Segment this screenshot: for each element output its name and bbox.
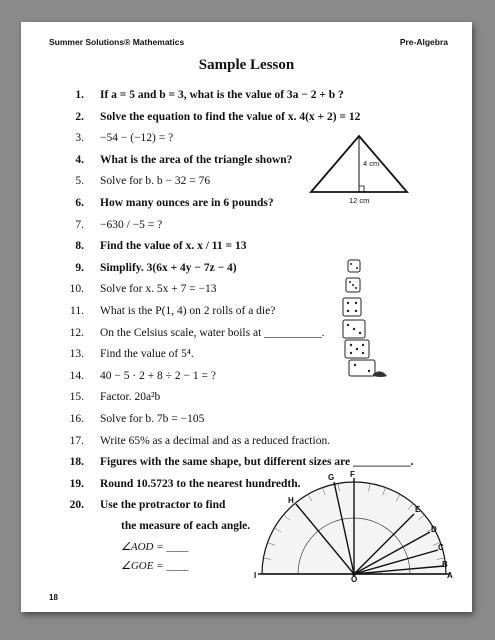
question-number: 8. (75, 240, 84, 253)
question-8 (21, 240, 472, 258)
question-number: 17. (69, 434, 84, 447)
question-text: Figures with the same shape, but different sizes are __________. (100, 456, 414, 469)
die-1 (348, 260, 360, 272)
question-11 (21, 305, 472, 323)
point-g-label: G (328, 473, 335, 482)
question-number: 10. (69, 283, 84, 296)
question-text: Simplify. 3(6x + 4y − 7z − 4) (100, 261, 237, 274)
question-13 (21, 348, 472, 366)
question-1 (21, 89, 472, 107)
question-number: 5. (75, 175, 84, 188)
question-text: If a = 5 and b = 3, what is the value of 3a − 2 + b ? (100, 89, 344, 101)
question-number: 3. (75, 132, 84, 145)
question-number: 4. (75, 153, 84, 166)
page-number: 18 (49, 593, 58, 602)
question-number: 11. (70, 305, 84, 317)
question-number: 7. (75, 218, 84, 231)
point-b-label: B (442, 560, 448, 569)
question-text: How many ounces are in 6 pounds? (100, 197, 274, 209)
question-7 (21, 219, 472, 237)
triangle-base-label: 12 cm (349, 196, 370, 205)
triangle-height-label: 4 cm (363, 159, 380, 168)
question-number: 15. (69, 391, 84, 404)
die-3 (343, 298, 361, 316)
question-text: What is the P(1, 4) on 2 rolls of a die? (100, 305, 276, 317)
header-book-title: Summer Solutions® Mathematics (49, 37, 185, 47)
dice-illustration (331, 254, 401, 386)
point-i-label: I (254, 571, 257, 580)
question-number: 14. (69, 369, 84, 382)
worksheet-page (21, 22, 472, 612)
question-17 (21, 435, 472, 453)
question-text: Factor. 20a²b (100, 391, 161, 404)
question-text: Find the value of 5⁴. (100, 348, 194, 361)
question-14 (21, 370, 472, 388)
question-number: 6. (75, 197, 84, 209)
question-number: 13. (69, 348, 84, 361)
question-number: 16. (69, 413, 84, 425)
question-number: 19. (69, 477, 84, 490)
question-text: Solve for b. b − 32 = 76 (100, 175, 211, 188)
question-number: 2. (75, 110, 84, 123)
point-d-label: D (431, 525, 437, 534)
question-9 (21, 262, 472, 280)
question-text: Solve the equation to find the value of x. 4(x + 2) = 12 (100, 110, 361, 123)
question-text: Find the value of x. x / 11 = 13 (100, 240, 247, 253)
question-number: 1. (75, 89, 84, 101)
question-number: 20. (69, 499, 84, 512)
question-12 (21, 327, 472, 345)
question-text: On the Celsius scale, water boils at __________. (100, 326, 325, 339)
header-subject: Pre-Algebra (399, 37, 448, 47)
point-a-label: A (447, 571, 453, 580)
point-c-label: C (438, 543, 444, 552)
question-text: Solve for b. 7b = −105 (100, 413, 205, 425)
angle-aod-prompt: ∠AOD = ____ (121, 541, 189, 553)
question-number: 9. (75, 261, 84, 274)
question-text: −54 − (−12) = ? (100, 132, 174, 145)
question-text: Round 10.5723 to the nearest hundredth. (100, 477, 301, 490)
point-h-label: H (288, 496, 294, 505)
question-text: Write 65% as a decimal and as a reduced fraction. (100, 434, 331, 447)
die-6 (349, 360, 375, 376)
question-text: −630 / −5 = ? (100, 218, 163, 231)
question-number: 18. (69, 456, 84, 469)
angle-goe-prompt: ∠GOE = ____ (121, 560, 189, 572)
question-15 (21, 391, 472, 409)
question-16 (21, 413, 472, 431)
question-text: Solve for x. 5x + 7 = −13 (100, 283, 217, 296)
point-e-label: E (415, 505, 421, 514)
triangle-figure (303, 130, 413, 210)
q20-line2: the measure of each angle. (121, 520, 251, 532)
question-number: 12. (69, 326, 84, 339)
protractor-figure (254, 470, 454, 582)
question-text: What is the area of the triangle shown? (100, 153, 293, 166)
question-2 (21, 111, 472, 129)
page-title: Sample Lesson (198, 57, 295, 73)
question-10 (21, 283, 472, 301)
question-text: 40 − 5 · 2 + 8 ÷ 2 − 1 = ? (100, 369, 216, 382)
point-o-label: O (351, 575, 358, 582)
point-f-label: F (350, 470, 355, 479)
question-text: Use the protractor to find (100, 499, 226, 512)
